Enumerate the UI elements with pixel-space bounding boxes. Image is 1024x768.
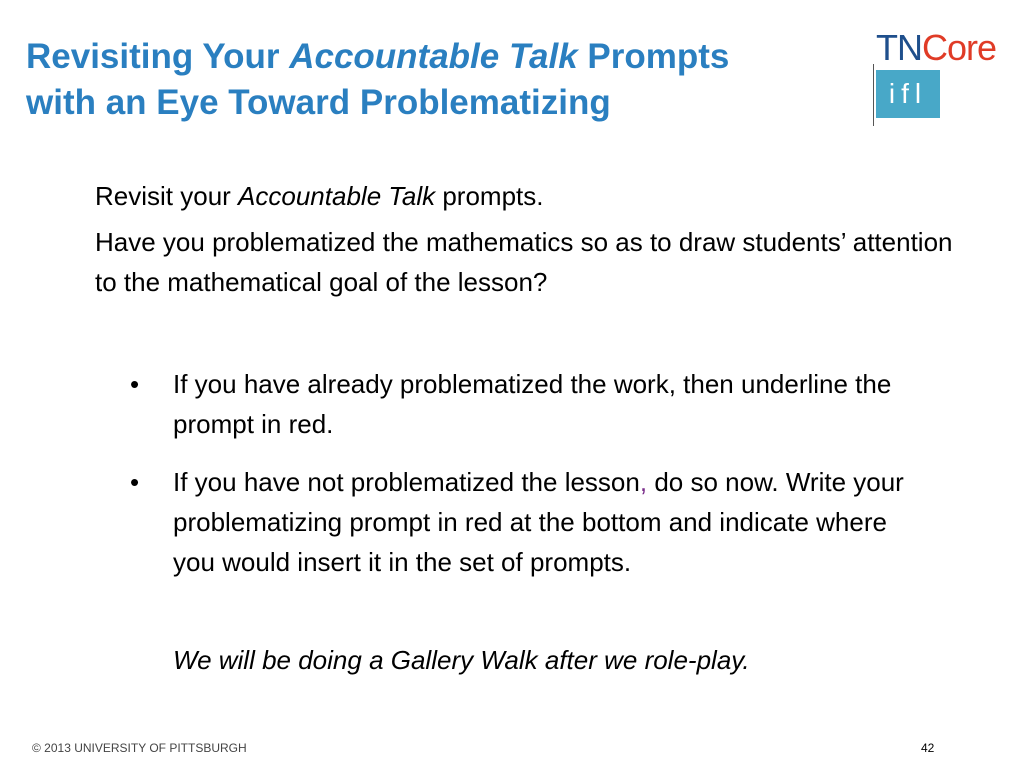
revisit-end: prompts. [435, 181, 544, 211]
slide-title [26, 34, 866, 126]
tncore-ifl-logo [866, 28, 1016, 128]
title-part1: Revisiting Your [26, 37, 290, 76]
revisit-italic: Accountable Talk [238, 181, 436, 211]
page-number: 42 [921, 741, 935, 755]
bullet-list-1 [130, 364, 920, 444]
ifl-logo-box: ifl [876, 70, 940, 118]
logo-tn: TN [876, 27, 922, 68]
bullet-comma: , [639, 467, 648, 497]
bullet-item [130, 364, 920, 444]
bullet-item [130, 462, 920, 582]
title-italic: Accountable Talk [289, 37, 578, 76]
copyright-footer: © 2013 UNIVERSITY OF PITTSBURGH [32, 741, 247, 755]
bullet-dot: • [130, 467, 140, 497]
bullet-text-before: If you have not problematized the lesson [173, 467, 640, 497]
tncore-wordmark [876, 28, 996, 68]
question-paragraph: Have you problematized the mathematics so as to draw students’ attention to the mathematical goal of the lesson? [95, 227, 953, 297]
logo-divider [873, 64, 874, 126]
bullet-text-after: do so now. Write your problematizing prompt in red at the bottom and indicate where you would insert it in the set of prompts. [173, 467, 904, 577]
revisit-line [95, 176, 955, 216]
title-part2: Prompts [577, 37, 730, 76]
title-line2: with an Eye Toward Problematizing [26, 83, 611, 122]
logo-core: Core [922, 27, 997, 68]
bullet-list-2 [130, 462, 920, 582]
revisit-text: Revisit your [95, 181, 239, 211]
body-text [95, 176, 955, 302]
bullet-dot: • [130, 369, 140, 399]
bullet-text: If you have already problematized the work, then underline the prompt in red. [173, 369, 892, 439]
closing-note: We will be doing a Gallery Walk after we role-play. [173, 645, 750, 675]
